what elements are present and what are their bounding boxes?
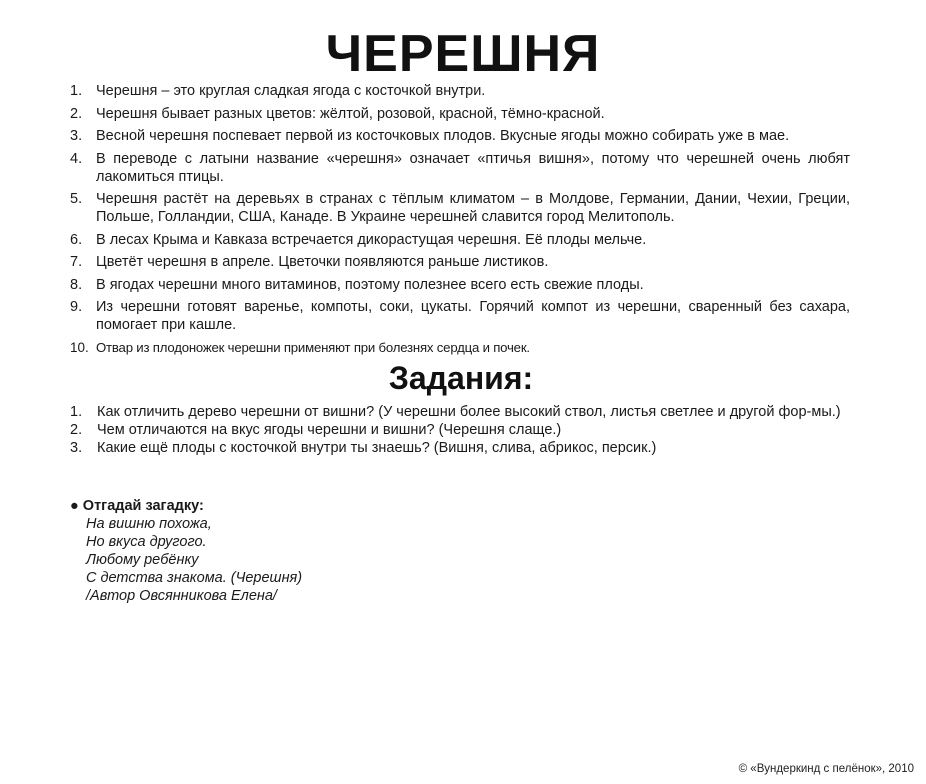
fact-item [70, 105, 850, 123]
task-item [70, 421, 850, 439]
fact-text: Отвар из плодоножек черешни применяют при болезнях сердца и почек. [96, 339, 530, 355]
fact-text: В ягодах черешни много витаминов, поэтому полезнее всего есть свежие плоды. [96, 276, 644, 293]
fact-number: 9. [70, 299, 83, 315]
fact-number: 6. [70, 231, 83, 248]
task-item [70, 439, 850, 457]
riddle-line: С детства знакома. (Черешня) [86, 570, 303, 586]
fact-text: Цветёт черешня в апреле. Цветочки появляются раньше листиков. [96, 254, 549, 270]
fact-number: 4. [70, 150, 83, 167]
fact-number: 10. [70, 339, 89, 355]
fact-number: 7. [70, 254, 83, 270]
fact-number: 3. [70, 128, 83, 144]
fact-text: Черешня растёт на деревьях в странах с тёплым климатом – в Молдове, Германии, Дании, Чехии, Греции, Польше, Голландии, США, Канаде. В Украине черешней славится город Мелитополь. [96, 191, 850, 225]
facts-list [70, 82, 850, 361]
fact-text: Весной черешня поспевает первой из косточковых плодов. Вкусные ягоды можно собирать уже в мае. [96, 128, 790, 144]
fact-number: 8. [70, 276, 83, 293]
fact-item [70, 190, 850, 226]
fact-item [70, 276, 850, 294]
tasks-title: Задания: [388, 360, 534, 396]
fact-item [70, 150, 850, 186]
fact-item [70, 127, 850, 145]
fact-text: В лесах Крыма и Кавказа встречается дикорастущая черешня. Её плоды мельче. [96, 231, 647, 248]
fact-number: 1. [70, 83, 83, 99]
fact-text: Черешня – это круглая сладкая ягода с косточкой внутри. [96, 83, 486, 99]
riddle-heading: ● Отгадай загадку: [70, 498, 204, 514]
fact-item [70, 253, 850, 271]
riddle-line: Но вкуса другого. [86, 534, 207, 550]
task-number: 3. [70, 440, 83, 456]
task-text: Как отличить дерево черешни от вишни? (У черешни более высокий ствол, листья светлее и другой фор-мы.) [97, 404, 841, 420]
fact-item [70, 298, 850, 334]
task-number: 1. [70, 404, 83, 420]
fact-item [70, 339, 850, 357]
riddle-line: Любому ребёнку [86, 552, 199, 568]
fact-item [70, 82, 850, 100]
fact-item [70, 231, 850, 249]
task-number: 2. [70, 422, 83, 438]
riddle-block [70, 497, 670, 605]
task-text: Чем отличаются на вкус ягоды черешни и вишни? (Черешня слаще.) [97, 422, 562, 438]
task-item [70, 403, 850, 421]
fact-text: Черешня бывает разных цветов: жёлтой, розовой, красной, тёмно-красной. [96, 105, 605, 122]
riddle-line: На вишню похожа, [86, 516, 212, 532]
tasks-list [70, 403, 850, 457]
fact-number: 5. [70, 191, 83, 207]
fact-text: Из черешни готовят варенье, компоты, соки, цукаты. Горячий компот из черешни, сваренный без сахара, помогает при кашле. [96, 299, 850, 333]
fact-number: 2. [70, 105, 83, 122]
fact-text: В переводе с латыни название «черешня» означает «птичья вишня», потому что черешней очень любят лакомиться птицы. [96, 150, 850, 185]
copyright-footer: © «Вундеркинд с пелёнок», 2010 [738, 763, 914, 775]
riddle-author: /Автор Овсянникова Елена/ [86, 588, 277, 604]
page-title: ЧЕРЕШНЯ [325, 25, 601, 83]
task-text: Какие ещё плоды с косточкой внутри ты знаешь? (Вишня, слива, абрикос, персик.) [97, 440, 657, 456]
